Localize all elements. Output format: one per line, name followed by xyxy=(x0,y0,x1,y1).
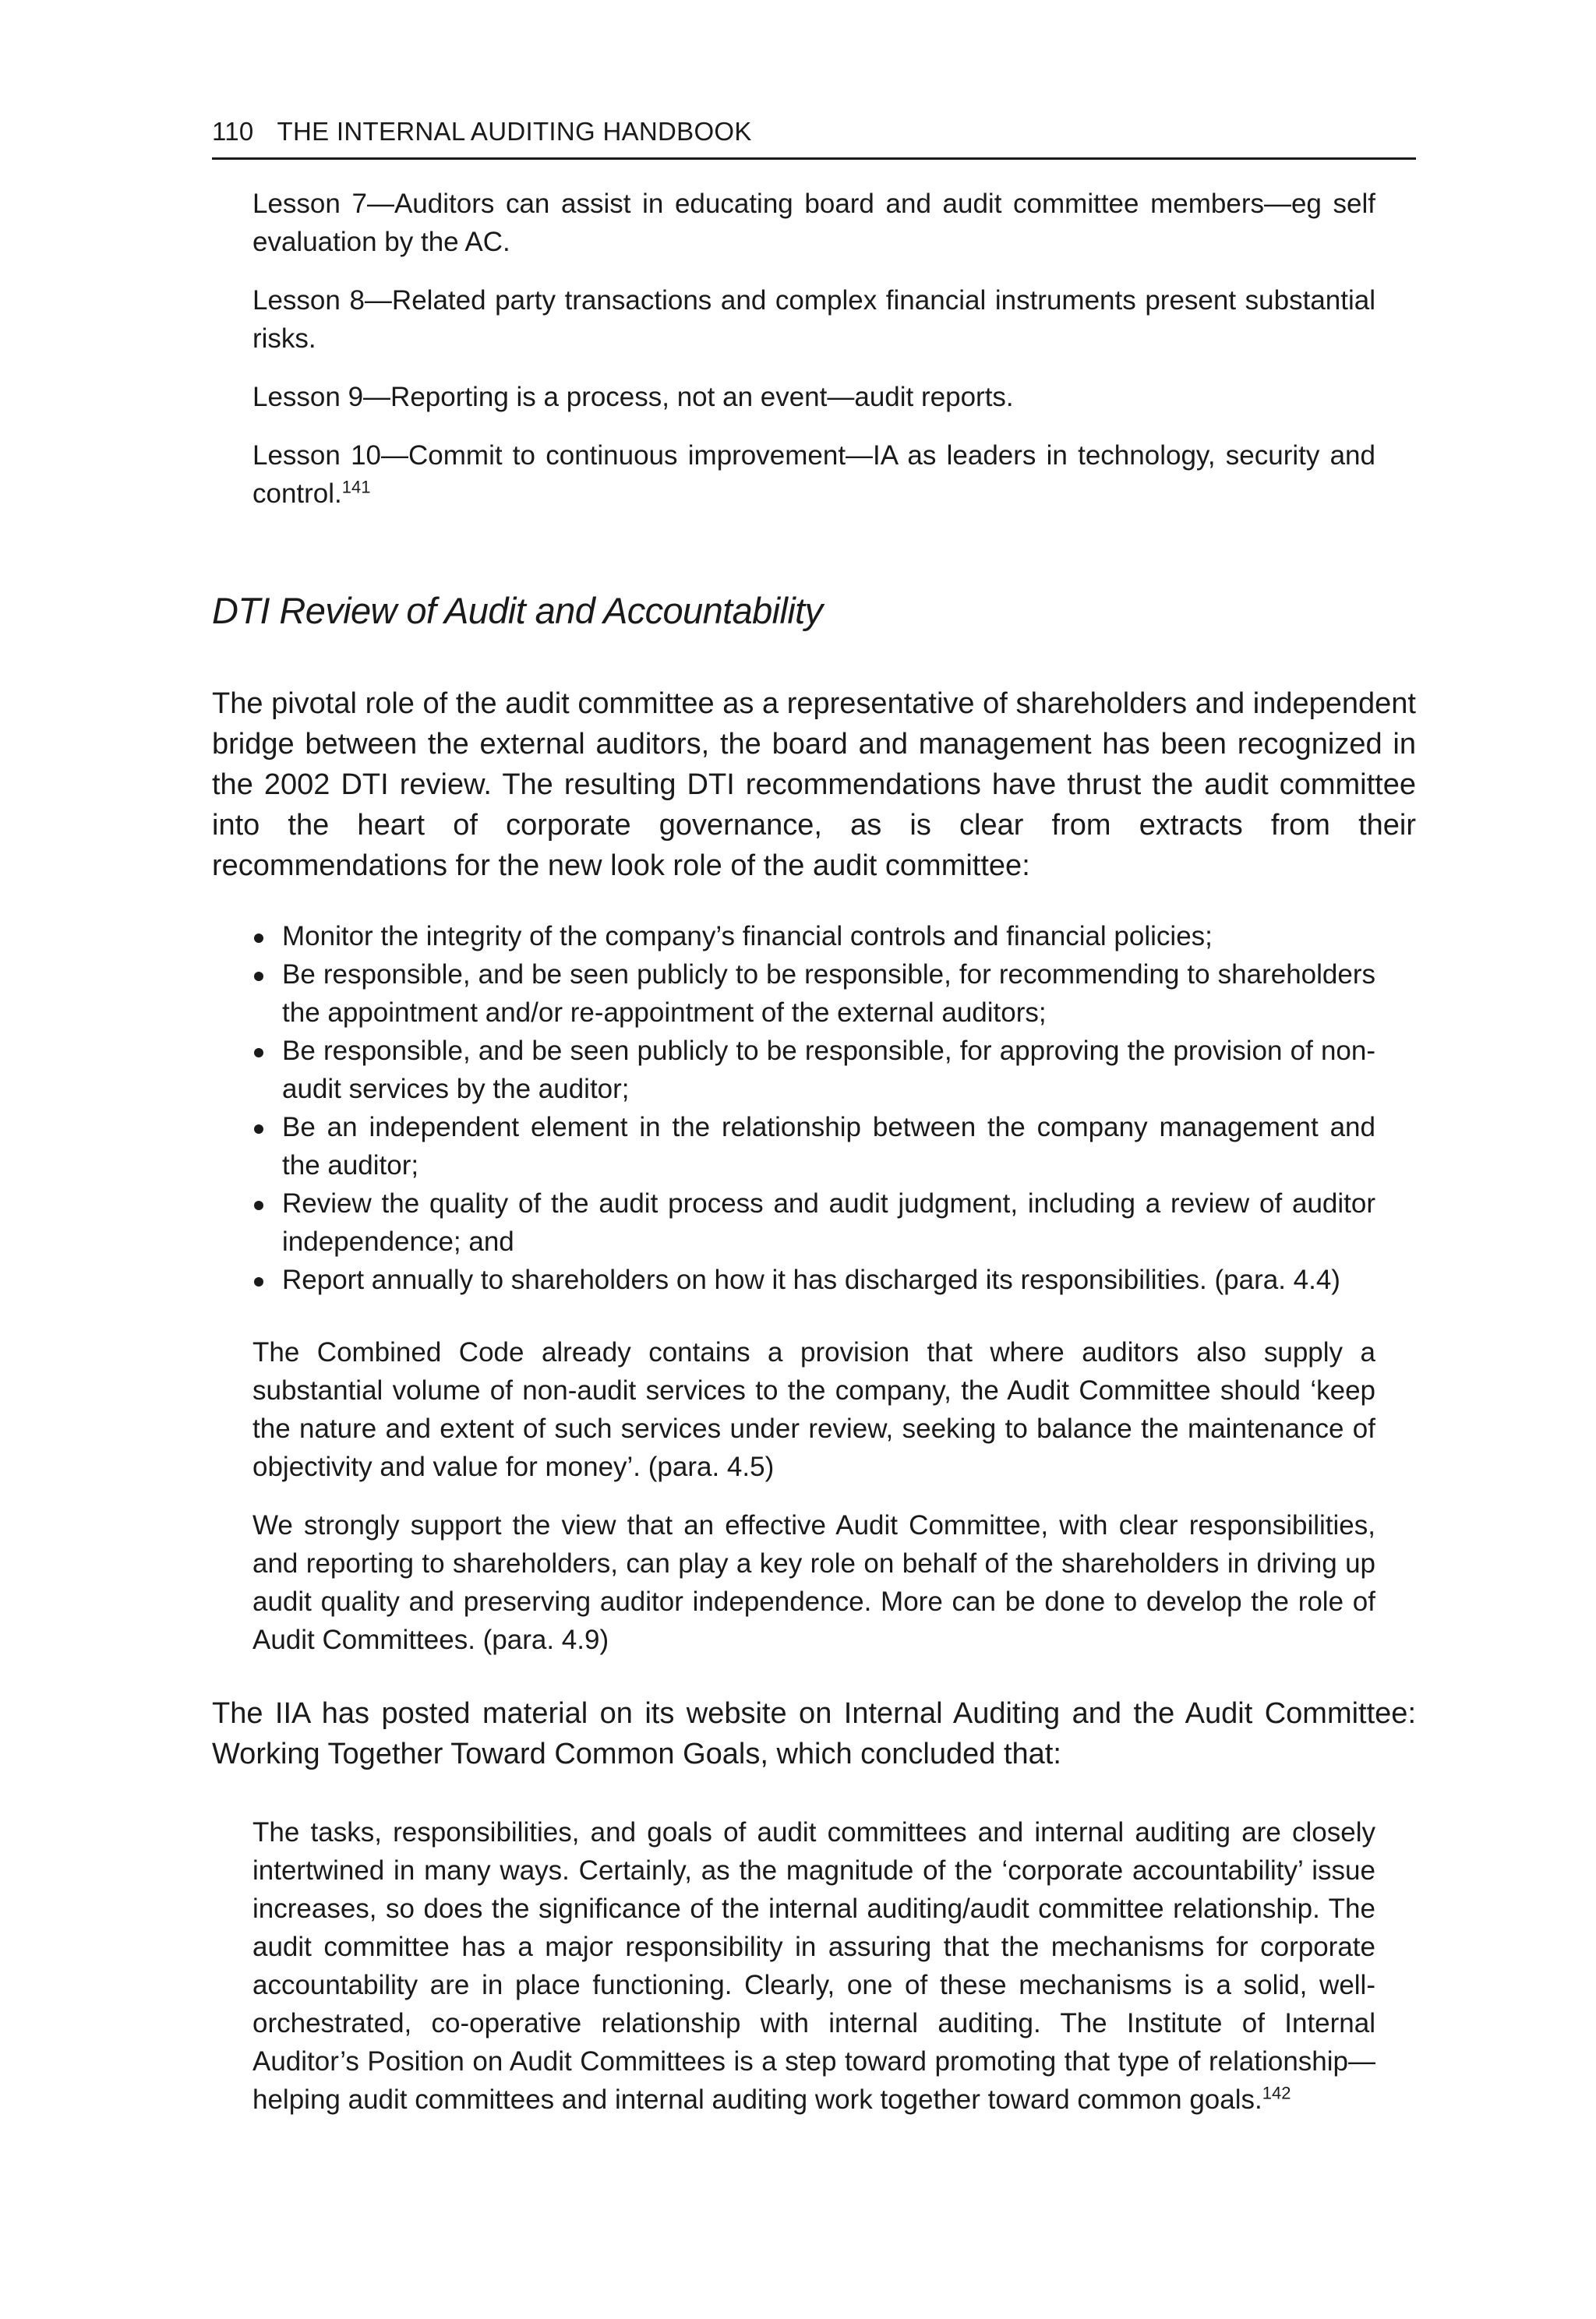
list-item: Be responsible, and be seen publicly to be responsible, for recommending to shareholders the appointment and/or re-appointment of the external auditors; xyxy=(252,955,1375,1032)
list-item: Review the quality of the audit process and audit judgment, including a review of auditor independence; and xyxy=(252,1184,1375,1261)
list-item: Be an independent element in the relationship between the company management and the auditor; xyxy=(252,1108,1375,1184)
lesson-7: Lesson 7—Auditors can assist in educating board and audit committee members—eg self evaluation by the AC. xyxy=(252,189,1375,257)
list-item: Be responsible, and be seen publicly to be responsible, for approving the provision of non-audit services by the auditor; xyxy=(252,1032,1375,1108)
book-page xyxy=(212,117,1416,2139)
iia-quote-paragraph: The tasks, responsibilities, and goals of audit committees and internal auditing are closely intertwined in many ways. Certainly, as the magnitude of the ‘corporate accountability’ issue increases, so does the significance of the internal auditing/audit committee relationship. The audit committee has a major responsibility in assuring that the mechanisms for corporate accountability are in place functioning. Clearly, one of these mechanisms is a solid, well-orchestrated, co-operative relationship with internal auditing. The Institute of Internal Auditor’s Position on Audit Committees is a step toward promoting that type of relationship—helping audit committees and internal auditing work together toward common goals.$^{142}$ xyxy=(252,1817,1375,2115)
bullet-icon xyxy=(254,934,263,943)
list-item: Report annually to shareholders on how it has discharged its responsibilities. (para. 4.4) xyxy=(252,1261,1375,1299)
dti-recommendations-list xyxy=(252,917,1375,1299)
book-title: THE INTERNAL AUDITING HANDBOOK xyxy=(277,117,752,146)
bullet-icon xyxy=(254,1124,263,1134)
lesson-8: Lesson 8—Related party transactions and complex financial instruments present substantial risks. xyxy=(252,285,1375,354)
iia-quotation xyxy=(252,1813,1375,2119)
running-header xyxy=(212,117,1416,160)
combined-code-quote: The Combined Code already contains a provision that where auditors also supply a substantial volume of non-audit services to the company, the Audit Committee should ‘keep the nature and extent of such services under review, seeking to balance the maintenance of objectivity and value for money’. (para. 4.5) xyxy=(252,1337,1375,1482)
lesson-9: Lesson 9—Reporting is a process, not an event—audit reports. xyxy=(252,382,1014,412)
section-heading: DTI Review of Audit and Accountability xyxy=(212,590,823,631)
bullet-icon xyxy=(254,1048,263,1057)
dti-quotations xyxy=(252,1333,1375,1659)
page-number: 110 xyxy=(212,117,254,146)
intro-paragraph: The pivotal role of the audit committee as a representative of shareholders and independent bridge between the external auditors, the board and management has been recognized in the 2002 DTI review. The resulting DTI recommendations have thrust the audit committee into the heart of corporate governance, as is clear from extracts from their recommendations for the new look role of the audit committee: xyxy=(212,687,1416,882)
bullet-icon xyxy=(254,1201,263,1210)
iia-intro-paragraph: The IIA has posted material on its website on Internal Auditing and the Audit Committee: Working Together Toward Common Goals, which concluded that: xyxy=(212,1697,1416,1770)
lessons-list xyxy=(252,185,1375,513)
lesson-10: Lesson 10—Commit to continuous improvement—IA as leaders in technology, security and control.$^{141}$ xyxy=(252,440,1375,509)
list-item: Monitor the integrity of the company’s financial controls and financial policies; xyxy=(252,917,1375,955)
bullet-icon xyxy=(254,972,263,981)
footnote-marker-141: 141 xyxy=(341,477,371,497)
audit-committee-support-quote: We strongly support the view that an effective Audit Committee, with clear responsibilities, and reporting to shareholders, can play a key role on behalf of the shareholders in driving up audit quality and preserving auditor independence. More can be done to develop the role of Audit Committees. (para. 4.9) xyxy=(252,1510,1375,1655)
footnote-marker-142: 142 xyxy=(1262,2083,1291,2103)
bullet-icon xyxy=(254,1277,263,1287)
